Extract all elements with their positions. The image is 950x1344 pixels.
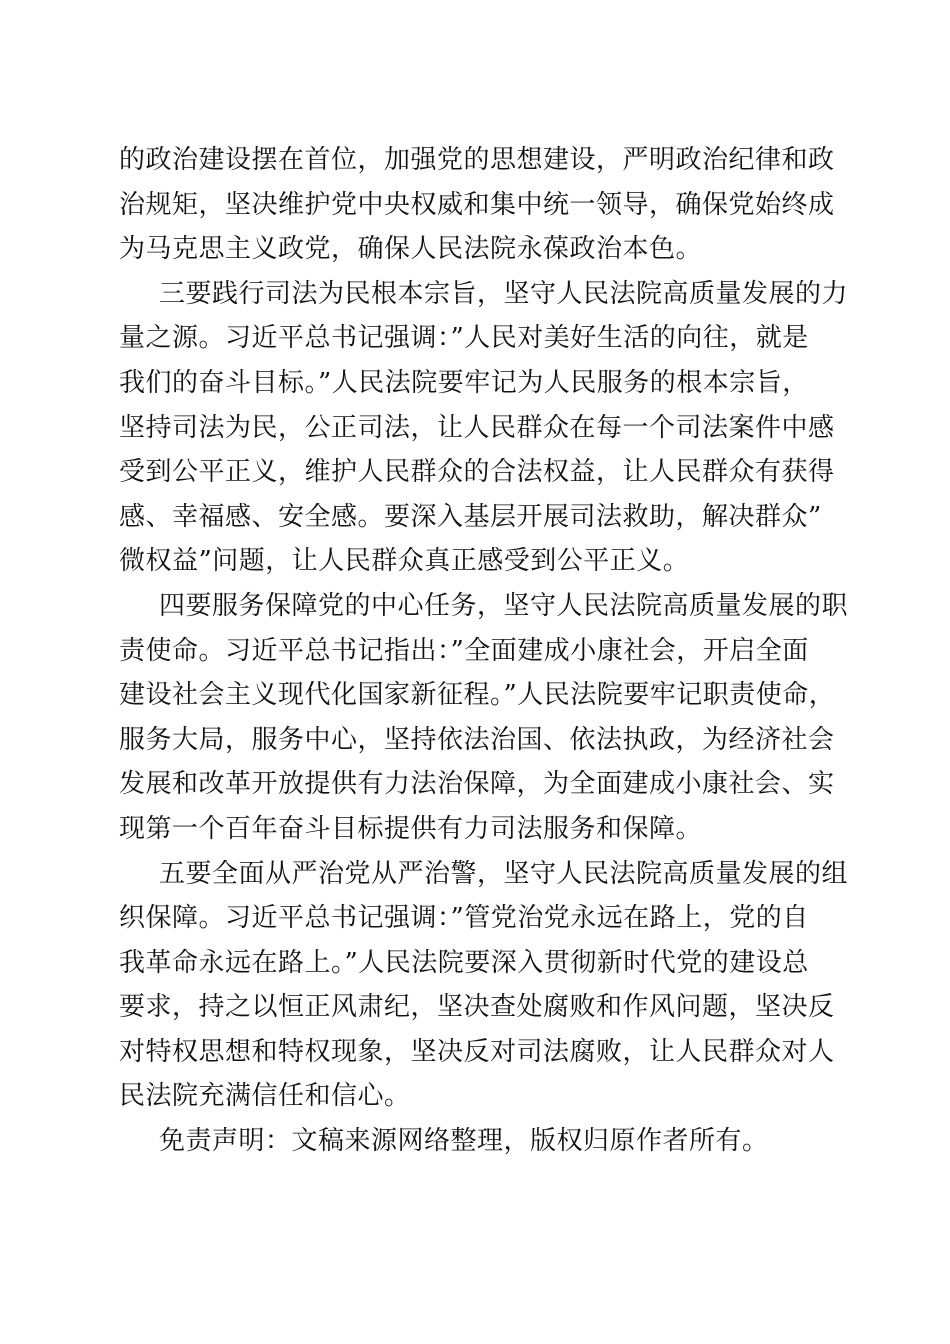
document-body <box>119 138 849 1164</box>
paragraph-point-four <box>119 584 849 852</box>
text-line: 责使命。习近平总书记指出：”全面建成小康社会，开启全面 <box>119 635 809 666</box>
disclaimer-paragraph <box>119 1119 839 1164</box>
text-line: 微权益”问题，让人民群众真正感受到公平正义。 <box>119 546 690 577</box>
text-line: 民法院充满信任和信心。 <box>119 1081 411 1112</box>
text-line: 现第一个百年奋斗目标提供有力司法服务和保障。 <box>119 813 703 844</box>
text-line: 坚持司法为民，公正司法，让人民群众在每一个司法案件中感 <box>119 412 835 443</box>
text-line: 的政治建设摆在首位，加强党的思想建设，严明政治纪律和政 <box>119 145 835 175</box>
text-line: 三要践行司法为民根本宗旨，坚守人民法院高质量发展的力 <box>159 278 849 309</box>
text-line: 感、幸福感、安全感。要深入基层开展司法救助，解决群众” <box>119 501 822 532</box>
paragraph-continuation <box>119 138 839 272</box>
text-line: 建设社会主义现代化国家新征程。”人民法院要牢记职责使命， <box>119 680 836 711</box>
text-line: 受到公平正义，维护人民群众的合法权益，让人民群众有获得 <box>119 457 835 488</box>
text-line: 服务大局，服务中心，坚持依法治国、依法执政，为经济社会 <box>119 724 835 755</box>
text-line: 对特权思想和特权现象，坚决反对司法腐败，让人民群众对人 <box>119 1036 835 1067</box>
text-line: 我革命永远在路上。”人民法院要深入贯彻新时代党的建设总 <box>119 947 809 978</box>
paragraph-point-three <box>119 272 849 584</box>
paragraph-point-five <box>119 852 849 1120</box>
text-line: 量之源。习近平总书记强调：”人民对美好生活的向往，就是 <box>119 323 809 354</box>
text-line: 发展和改革开放提供有力法治保障，为全面建成小康社会、实 <box>119 769 835 800</box>
text-line: 五要全面从严治党从严治警，坚守人民法院高质量发展的组 <box>159 858 849 889</box>
disclaimer-text: 免责声明：文稿来源网络整理，版权归原作者所有。 <box>159 1126 769 1157</box>
text-line: 要求，持之以恒正风肃纪，坚决查处腐败和作风问题，坚决反 <box>119 992 835 1023</box>
text-line: 为马克思主义政党，确保人民法院永葆政治本色。 <box>119 234 703 265</box>
text-line: 我们的奋斗目标。”人民法院要牢记为人民服务的根本宗旨， <box>119 367 809 398</box>
text-line: 织保障。习近平总书记强调：”管党治党永远在路上，党的自 <box>119 903 809 934</box>
text-line: 治规矩，坚决维护党中央权威和集中统一领导，确保党始终成 <box>119 189 835 220</box>
text-line: 四要服务保障党的中心任务，坚守人民法院高质量发展的职 <box>159 590 849 621</box>
